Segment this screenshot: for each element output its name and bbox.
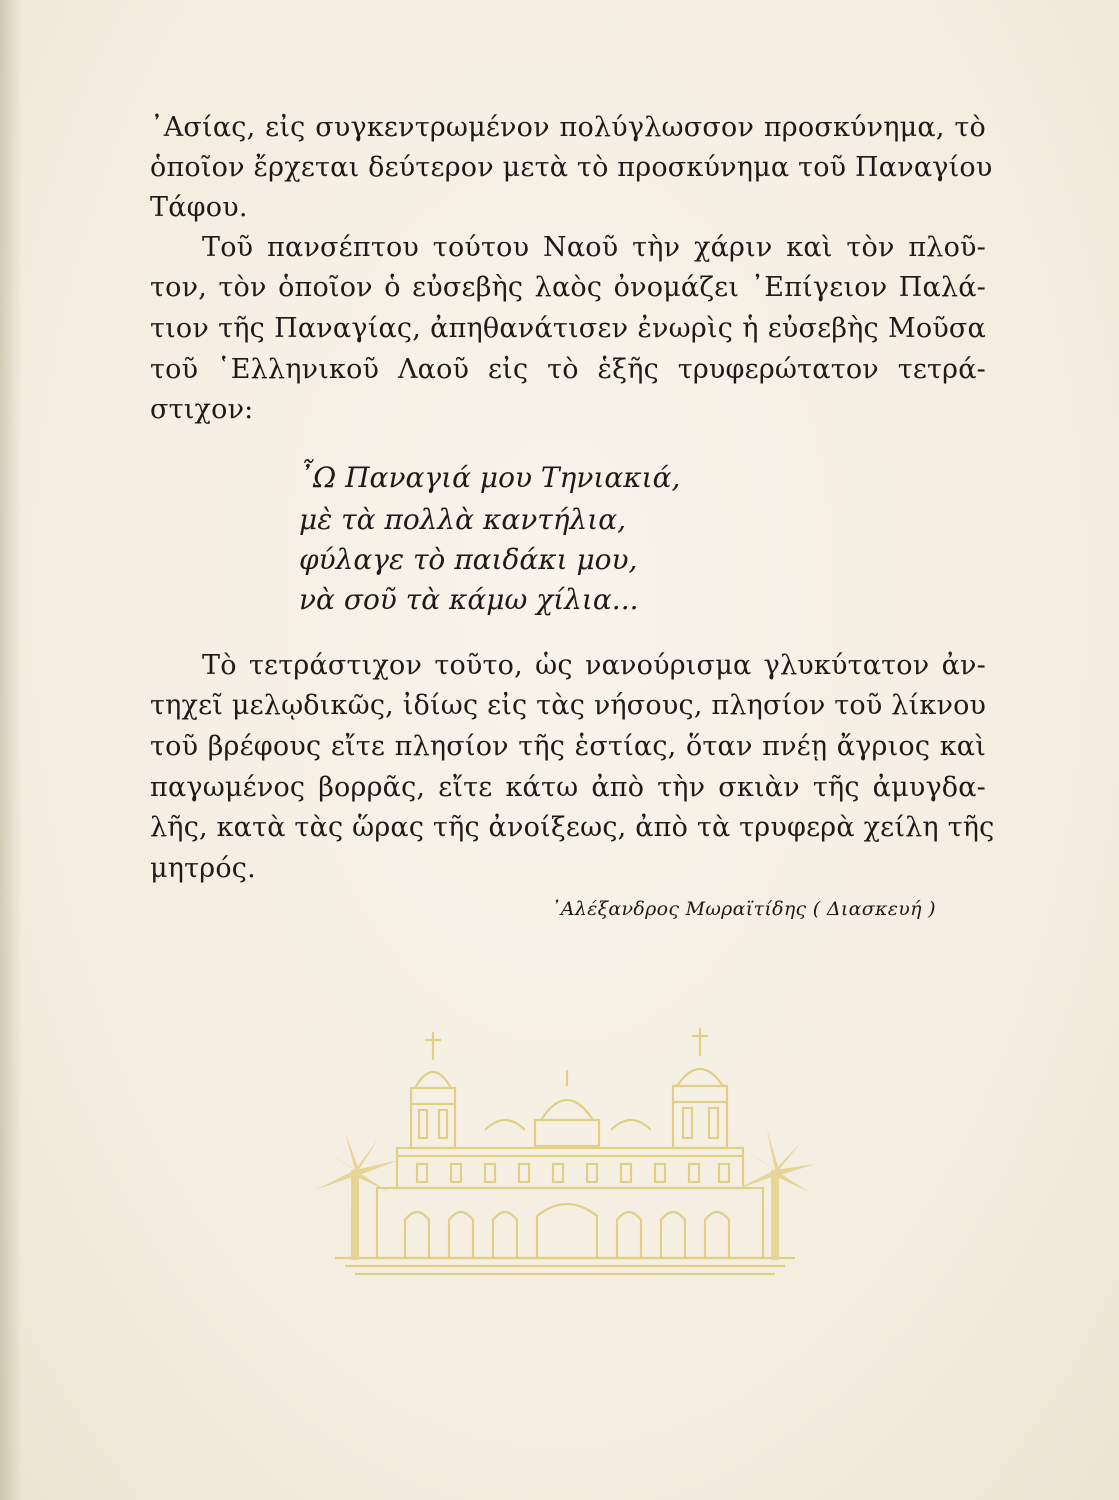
poem-line: νὰ σοῦ τὰ κάμω χίλια... [299,583,639,616]
page-spine-shadow [0,0,22,1500]
paragraph2-line: Τοῦ πανσέπτου τούτου Ναοῦ τὴν χάριν καὶ τὸν πλοῦ- [202,232,986,263]
author-attribution: ᾿Αλέξανδρος Μωραϊτίδης ( Διασκευή ) [551,898,936,920]
paragraph3-line: λῆς, κατὰ τὰς ὥρας τῆς ἀνοίξεως, ἀπὸ τὰ τρυφερὰ χείλη τῆς [150,812,995,843]
paragraph1-line: Τάφου. [150,192,248,223]
poem-line: μὲ τὰ πολλὰ καντήλια, [299,503,627,536]
paragraph2-line: τιον τῆς Παναγίας, ἀπηθανάτισεν ἐνωρὶς ἡ εὐσεβὴς Μοῦσα [150,313,986,344]
paragraph2-line: τον, τὸν ὁποῖον ὁ εὐσεβὴς λαὸς ὀνομάζει ᾿Επίγειον Παλά- [150,272,986,303]
paragraph2-line: στιχον: [150,394,254,425]
paragraph3-line: μητρός. [150,853,256,884]
palm-trees [315,1130,815,1260]
paragraph3-line: τοῦ βρέφους εἴτε πλησίον τῆς ἑστίας, ὅταν πνέῃ ἄγριος καὶ [150,731,986,762]
poem-line: ῏Ω Παναγιά μου Τηνιακιά, [299,461,681,494]
church-drawing-icon [315,1020,815,1290]
poem-line: φύλαγε τὸ παιδάκι μου, [299,543,638,576]
paragraph2-line: τοῦ ῾Ελληνικοῦ Λαοῦ εἰς τὸ ἑξῆς τρυφερώτατον τετρά- [150,354,986,385]
paragraph3-line: παγωμένος βορρᾶς, εἴτε κάτω ἀπὸ τὴν σκιὰν τῆς ἀμυγδα- [150,772,986,803]
paragraph1-line: ὁποῖον ἔρχεται δεύτερον μετὰ τὸ προσκύνημα τοῦ Παναγίου [150,152,993,183]
paragraph3-line: τηχεῖ μελῳδικῶς, ἰδίως εἰς τὰς νήσους, πλησίον τοῦ λίκνου [150,690,987,721]
church-drawing-strokes [335,1028,795,1274]
paragraph1-line: ᾿Ασίας, εἰς συγκεντρωμένον πολύγλωσσον προσκύνημα, τὸ [150,112,986,143]
paragraph3-line: Τὸ τετράστιχον τοῦτο, ὡς νανούρισμα γλυκύτατον ἀν- [202,650,986,681]
